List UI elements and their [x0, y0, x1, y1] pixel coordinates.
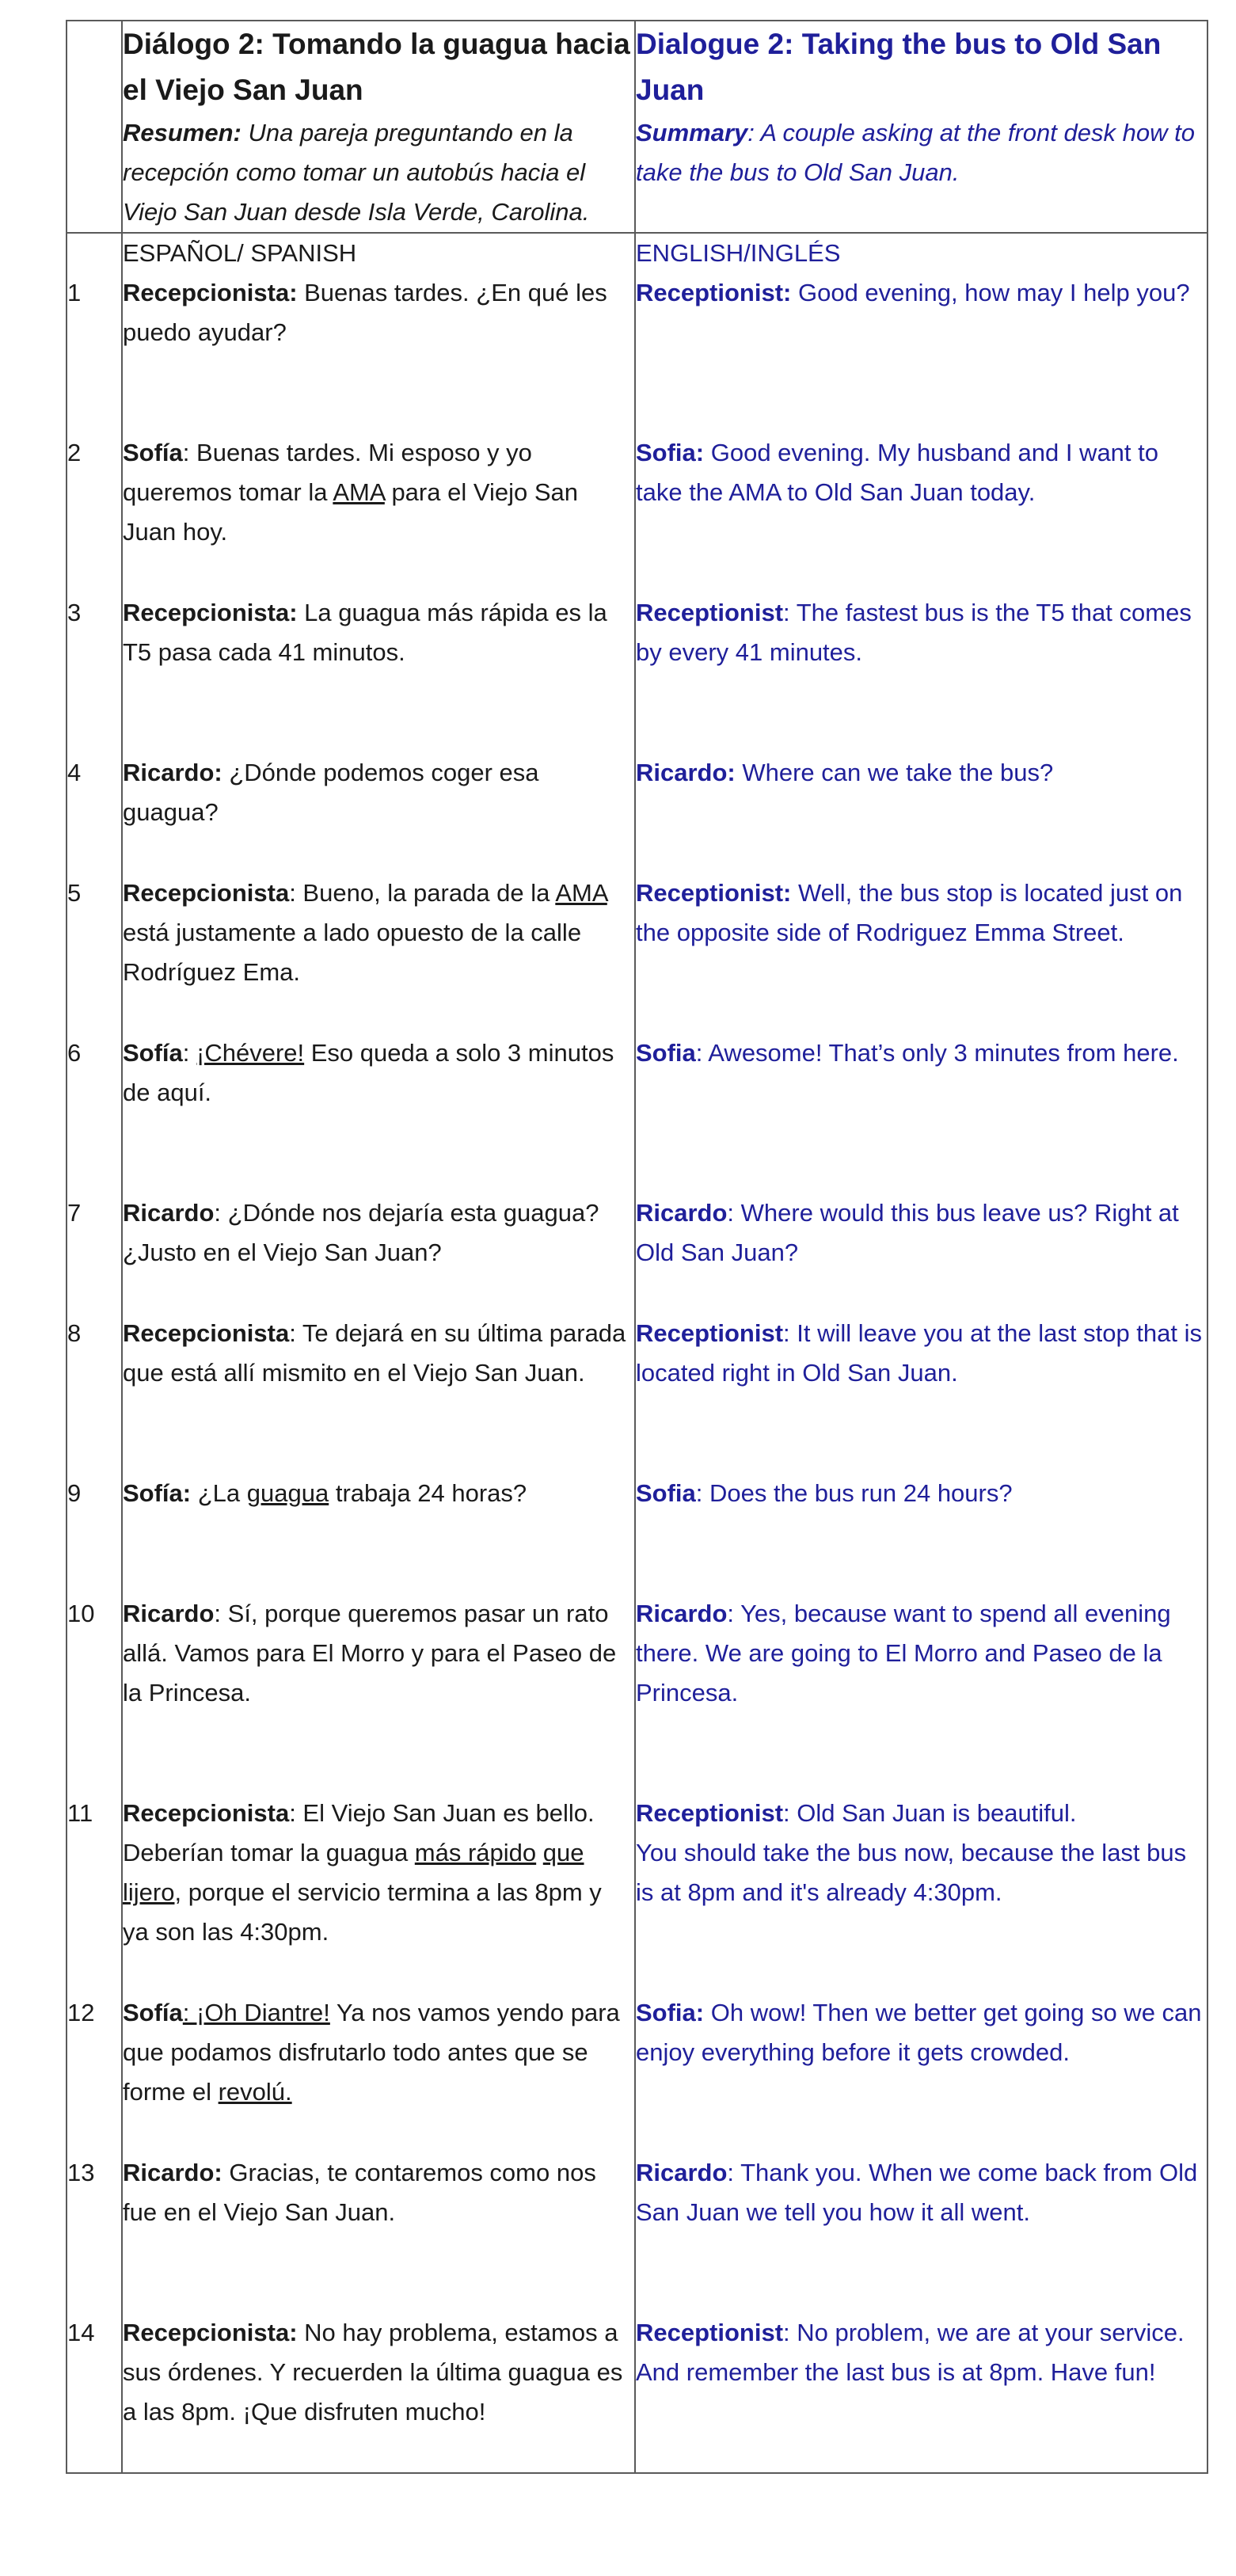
english-line: [635, 273, 1207, 433]
dialogue-row: [67, 1193, 1207, 1314]
spanish-line: [122, 873, 635, 1033]
underlined-term: más rápido: [414, 1839, 537, 1866]
line-number: 3: [67, 593, 122, 753]
english-line: [635, 1594, 1207, 1794]
speaker-name: Recepcionista: [123, 879, 290, 907]
line-text: : No problem, we are at your service. And remember the last bus is at 8pm. Have fun!: [636, 2319, 1185, 2386]
line-text: : The fastest bus is the T5 that comes by every 41 minutes.: [636, 599, 1192, 666]
line-text: : El Viejo San Juan es bello. Deberían tomar la guagua: [123, 1799, 595, 1866]
line-number: 1: [67, 273, 122, 433]
header-row: [67, 21, 1207, 233]
spanish-summary-text: Una pareja preguntando en la recepción como tomar un autobús hacia el Viejo San Juan desde Isla Verde, Carolina.: [123, 119, 590, 226]
speaker-name: Sofia:: [636, 439, 705, 466]
dialogue-row: [67, 273, 1207, 433]
speaker-name: Sofia: [636, 1039, 696, 1067]
line-text: : Bueno, la parada de la: [289, 879, 556, 907]
line-text: Ya nos vamos yendo para que podamos disfrutarlo todo antes que se forme el: [123, 1999, 620, 2106]
spanish-column-label: ESPAÑOL/ SPANISH: [122, 233, 635, 273]
line-number: 7: [67, 1193, 122, 1314]
underlined-term: ¡Chévere!: [196, 1039, 305, 1067]
line-text: : Yes, because want to spend all evening there. We are going to El Morro and Paseo de la Princesa.: [636, 1600, 1171, 1707]
dialogue-table: [66, 20, 1208, 2474]
speaker-name: Recepcionista: [123, 1319, 290, 1347]
line-text: [536, 1839, 543, 1866]
speaker-name: Ricardo: [123, 1600, 215, 1627]
speaker-name: Ricardo: [636, 1199, 728, 1227]
dialogue-row: [67, 2313, 1207, 2473]
line-text: You should take the bus now, because the last bus is at 8pm and it's already 4:30pm.: [636, 1839, 1187, 1906]
speaker-name: Sofia: [636, 1479, 696, 1507]
english-line: [635, 1794, 1207, 1993]
line-text: : Buenas tardes. Mi esposo y yo queremos tomar la: [123, 439, 532, 506]
english-line: [635, 1033, 1207, 1193]
english-line: [635, 433, 1207, 593]
line-number: 8: [67, 1314, 122, 1474]
spanish-title: Diálogo 2: Tomando la guagua hacia el Viejo San Juan: [123, 28, 630, 106]
dialogue-row: [67, 1594, 1207, 1794]
spanish-line: [122, 1314, 635, 1474]
dialogue-row: [67, 1474, 1207, 1594]
header-number-cell: [67, 21, 122, 233]
dialogue-row: [67, 593, 1207, 753]
spanish-line: [122, 2313, 635, 2473]
underlined-term: AMA: [333, 478, 385, 506]
speaker-name: Receptionist: [636, 1319, 784, 1347]
line-text: Where can we take the bus?: [735, 759, 1054, 786]
speaker-name: Ricardo:: [123, 759, 222, 786]
line-text: trabaja 24 horas?: [329, 1479, 527, 1507]
line-text: : Sí, porque queremos pasar un rato allá. Vamos para El Morro y para el Paseo de la Princesa.: [123, 1600, 617, 1707]
spanish-line: [122, 1594, 635, 1794]
english-line: [635, 2153, 1207, 2313]
spanish-line: [122, 433, 635, 593]
line-number: 10: [67, 1594, 122, 1794]
speaker-name: Recepcionista:: [123, 279, 298, 306]
english-line: [635, 1993, 1207, 2153]
line-text: Oh wow! Then we better get going so we can enjoy everything before it gets crowded.: [636, 1999, 1202, 2066]
dialogue-row: [67, 2153, 1207, 2313]
line-number: 11: [67, 1794, 122, 1993]
line-text: , porque el servicio termina a las 8pm y ya son las 4:30pm.: [123, 1878, 602, 1946]
dialogue-row: [67, 1314, 1207, 1474]
language-label-row: [67, 233, 1207, 273]
line-number: 5: [67, 873, 122, 1033]
english-line: [635, 873, 1207, 1033]
dialogue-row: [67, 753, 1207, 873]
line-text: :: [182, 1039, 197, 1067]
line-text: : Te dejará en su última parada que está allí mismito en el Viejo San Juan.: [123, 1319, 626, 1387]
english-line: [635, 753, 1207, 873]
speaker-name: Sofía:: [123, 1479, 192, 1507]
dialogue-row: [67, 1033, 1207, 1193]
english-line: [635, 1474, 1207, 1594]
spanish-line: [122, 1033, 635, 1193]
spanish-line: [122, 1993, 635, 2153]
english-line: [635, 2313, 1207, 2473]
line-text: Buenas tardes. ¿En qué les puedo ayudar?: [123, 279, 607, 346]
dialogue-row: [67, 1794, 1207, 1993]
line-text: : It will leave you at the last stop that is located right in Old San Juan.: [636, 1319, 1203, 1387]
language-number-cell: [67, 233, 122, 273]
line-text: : Does the bus run 24 hours?: [695, 1479, 1013, 1507]
speaker-name: Receptionist:: [636, 279, 792, 306]
line-text: Gracias, te contaremos como nos fue en el Viejo San Juan.: [123, 2159, 596, 2226]
line-text: : Old San Juan is beautiful.: [783, 1799, 1077, 1827]
dialogue-row: [67, 1993, 1207, 2153]
speaker-name: Ricardo:: [636, 759, 736, 786]
line-number: 9: [67, 1474, 122, 1594]
spanish-line: [122, 273, 635, 433]
line-text: Good evening. My husband and I want to take the AMA to Old San Juan today.: [636, 439, 1159, 506]
speaker-name: Ricardo:: [123, 2159, 222, 2186]
line-number: 6: [67, 1033, 122, 1193]
speaker-name: Recepcionista:: [123, 2319, 298, 2346]
line-text: ¿Dónde podemos coger esa guagua?: [123, 759, 539, 826]
speaker-name: Sofía: [123, 1999, 183, 2026]
spanish-line: [122, 2153, 635, 2313]
spanish-line: [122, 593, 635, 753]
english-line: [635, 593, 1207, 753]
line-text: Well, the bus stop is located just on the opposite side of Rodriguez Emma Street.: [636, 879, 1183, 946]
english-header-cell: [635, 21, 1207, 233]
spanish-line: [122, 1474, 635, 1594]
speaker-name: Receptionist: [636, 2319, 784, 2346]
underlined-term: : ¡Oh Diantre!: [182, 1999, 330, 2026]
line-text: : ¿Dónde nos dejaría esta guagua? ¿Justo en el Viejo San Juan?: [123, 1199, 599, 1266]
line-text: : Where would this bus leave us? Right at Old San Juan?: [636, 1199, 1179, 1266]
speaker-name: Sofia:: [636, 1999, 705, 2026]
speaker-name: Sofía: [123, 1039, 183, 1067]
speaker-name: Receptionist: [636, 599, 784, 626]
line-text: La guagua más rápida es la T5 pasa cada 41 minutos.: [123, 599, 607, 666]
line-text: : Awesome! That’s only 3 minutes from here.: [695, 1039, 1179, 1067]
speaker-name: Sofía: [123, 439, 183, 466]
line-text: : Thank you. When we come back from Old San Juan we tell you how it all went.: [636, 2159, 1198, 2226]
speaker-name: Recepcionista:: [123, 599, 298, 626]
english-summary: [636, 113, 1207, 192]
underlined-term: AMA: [555, 879, 607, 907]
line-number: 13: [67, 2153, 122, 2313]
underlined-term: revolú.: [218, 2078, 292, 2106]
line-number: 2: [67, 433, 122, 593]
english-summary-text: : A couple asking at the front desk how to take the bus to Old San Juan.: [636, 119, 1195, 186]
speaker-name: Ricardo: [636, 2159, 728, 2186]
line-number: 4: [67, 753, 122, 873]
english-line: [635, 1314, 1207, 1474]
spanish-line: [122, 1794, 635, 1993]
line-text: No hay problema, estamos a sus órdenes. Y recuerden la última guagua es a las 8pm. ¡Que disfruten mucho!: [123, 2319, 623, 2426]
english-title: Dialogue 2: Taking the bus to Old San Juan: [636, 28, 1162, 106]
spanish-line: [122, 1193, 635, 1314]
spanish-summary: [123, 113, 634, 232]
speaker-name: Recepcionista: [123, 1799, 290, 1827]
underlined-term: guagua: [246, 1479, 329, 1507]
english-summary-label: Summary: [636, 119, 748, 146]
dialogue-row: [67, 873, 1207, 1033]
spanish-line: [122, 753, 635, 873]
speaker-name: Ricardo: [636, 1600, 728, 1627]
dialogue-row: [67, 433, 1207, 593]
spanish-header-cell: [122, 21, 635, 233]
line-text: para el Viejo San Juan hoy.: [123, 478, 578, 546]
speaker-name: Receptionist: [636, 1799, 784, 1827]
speaker-name: Receptionist:: [636, 879, 792, 907]
line-number: 14: [67, 2313, 122, 2473]
english-line: [635, 1193, 1207, 1314]
line-number: 12: [67, 1993, 122, 2153]
spanish-summary-label: Resumen:: [123, 119, 241, 146]
line-text: está justamente a lado opuesto de la calle Rodríguez Ema.: [123, 919, 582, 986]
line-text: Good evening, how may I help you?: [791, 279, 1190, 306]
underlined-term: que lijero: [123, 1839, 584, 1906]
line-text: ¿La: [191, 1479, 247, 1507]
speaker-name: Ricardo: [123, 1199, 215, 1227]
english-column-label: ENGLISH/INGLÉS: [635, 233, 1207, 273]
line-text: Eso queda a solo 3 minutos de aquí.: [123, 1039, 614, 1106]
